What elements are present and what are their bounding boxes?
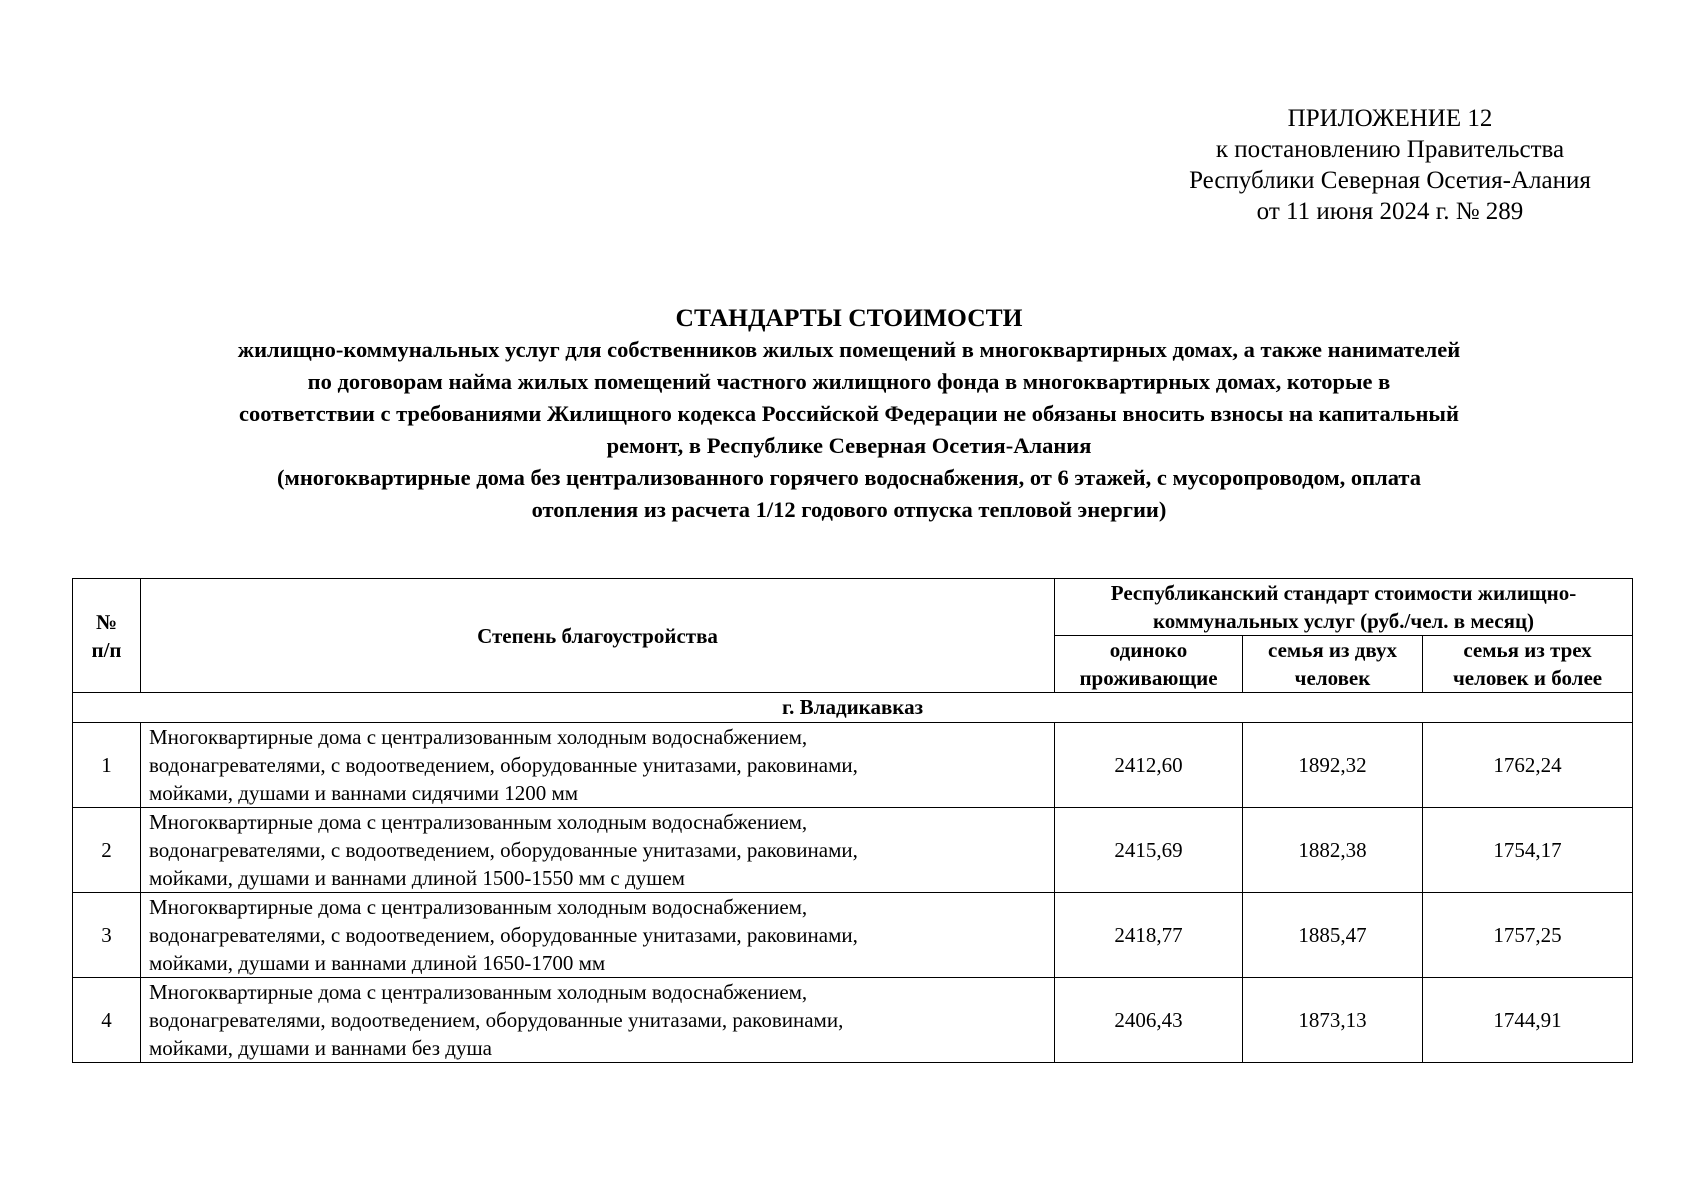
title-main: СТАНДАРТЫ СТОИМОСТИ	[675, 303, 1023, 332]
header-two-line: семья из двух	[1268, 638, 1397, 662]
row-description	[141, 893, 1055, 978]
header-number	[73, 579, 141, 693]
row-description	[141, 723, 1055, 808]
row-description-line: мойками, душами и ваннами сидячими 1200 мм	[149, 781, 579, 805]
appendix-block	[1150, 103, 1630, 227]
value-two: 1873,13	[1243, 978, 1423, 1063]
value-three: 1757,25	[1423, 893, 1633, 978]
title-line: (многоквартирные дома без централизованного горячего водоснабжения, от 6 этажей, с мусоропроводом, оплата	[277, 465, 1421, 490]
table-row	[73, 723, 1633, 808]
header-three	[1423, 636, 1633, 693]
row-description	[141, 808, 1055, 893]
value-single: 2406,43	[1055, 978, 1243, 1063]
header-single-line: одиноко	[1109, 638, 1188, 662]
table-row	[73, 978, 1633, 1063]
row-description-line: Многоквартирные дома с централизованным холодным водоснабжением,	[149, 895, 808, 919]
row-description-line: водонагревателями, водоотведением, оборудованные унитазами, раковинами,	[149, 1008, 844, 1032]
header-two	[1243, 636, 1423, 693]
value-three: 1754,17	[1423, 808, 1633, 893]
appendix-government: Республики Северная Осетия-Алания	[1189, 167, 1591, 194]
header-standard-line: коммунальных услуг (руб./чел. в месяц)	[1152, 609, 1535, 633]
row-description-line: мойками, душами и ваннами без душа	[149, 1036, 492, 1060]
title-line: по договорам найма жилых помещений частного жилищного фонда в многоквартирных домах, которые в	[307, 369, 1391, 394]
title-line: ремонт, в Республике Северная Осетия-Алания	[606, 433, 1092, 458]
header-single-line: проживающие	[1079, 666, 1218, 690]
standards-table	[72, 578, 1633, 1063]
row-description-line: Многоквартирные дома с централизованным холодным водоснабжением,	[149, 725, 808, 749]
row-description-line: водонагревателями, с водоотведением, оборудованные унитазами, раковинами,	[149, 923, 858, 947]
header-three-line: семья из трех	[1463, 638, 1592, 662]
row-description-line: мойками, душами и ваннами длиной 1650-1700 мм	[149, 951, 606, 975]
value-single: 2412,60	[1055, 723, 1243, 808]
value-single: 2415,69	[1055, 808, 1243, 893]
value-two: 1885,47	[1243, 893, 1423, 978]
row-description-line: водонагревателями, с водоотведением, оборудованные унитазами, раковинами,	[149, 753, 858, 777]
row-description-line: Многоквартирные дома с централизованным холодным водоснабжением,	[149, 980, 808, 1004]
city-name: г. Владикавказ	[73, 693, 1633, 723]
row-number: 1	[73, 723, 141, 808]
title-line: жилищно-коммунальных услуг для собственников жилых помещений в многоквартирных домах, а также нанимателей	[237, 337, 1461, 362]
city-row	[73, 693, 1633, 723]
value-three: 1744,91	[1423, 978, 1633, 1063]
row-description	[141, 978, 1055, 1063]
header-two-line: человек	[1294, 666, 1371, 690]
header-standard	[1055, 579, 1633, 636]
header-standard-line: Республиканский стандарт стоимости жилищно-	[1110, 581, 1577, 605]
row-number: 4	[73, 978, 141, 1063]
document-title	[66, 302, 1632, 526]
header-number-label: п/п	[91, 637, 122, 662]
row-description-line: водонагревателями, с водоотведением, оборудованные унитазами, раковинами,	[149, 838, 858, 862]
appendix-resolution-ref: к постановлению Правительства	[1215, 136, 1565, 163]
row-description-line: мойками, душами и ваннами длиной 1500-1550 мм с душем	[149, 866, 685, 890]
appendix-number: ПРИЛОЖЕНИЕ 12	[1287, 105, 1493, 132]
table-row	[73, 808, 1633, 893]
header-degree: Степень благоустройства	[141, 579, 1055, 693]
title-line: отопления из расчета 1/12 годового отпуска тепловой энергии)	[531, 497, 1167, 522]
value-two: 1892,32	[1243, 723, 1423, 808]
appendix-date: от 11 июня 2024 г. № 289	[1256, 198, 1524, 225]
row-description-line: Многоквартирные дома с централизованным холодным водоснабжением,	[149, 810, 808, 834]
row-number: 3	[73, 893, 141, 978]
value-single: 2418,77	[1055, 893, 1243, 978]
row-number: 2	[73, 808, 141, 893]
header-single	[1055, 636, 1243, 693]
table-row	[73, 893, 1633, 978]
value-two: 1882,38	[1243, 808, 1423, 893]
value-three: 1762,24	[1423, 723, 1633, 808]
title-line: соответствии с требованиями Жилищного кодекса Российской Федерации не обязаны вносить взносы на капитальный	[239, 401, 1459, 426]
header-three-line: человек и более	[1452, 666, 1603, 690]
header-number-symbol: №	[95, 609, 118, 634]
